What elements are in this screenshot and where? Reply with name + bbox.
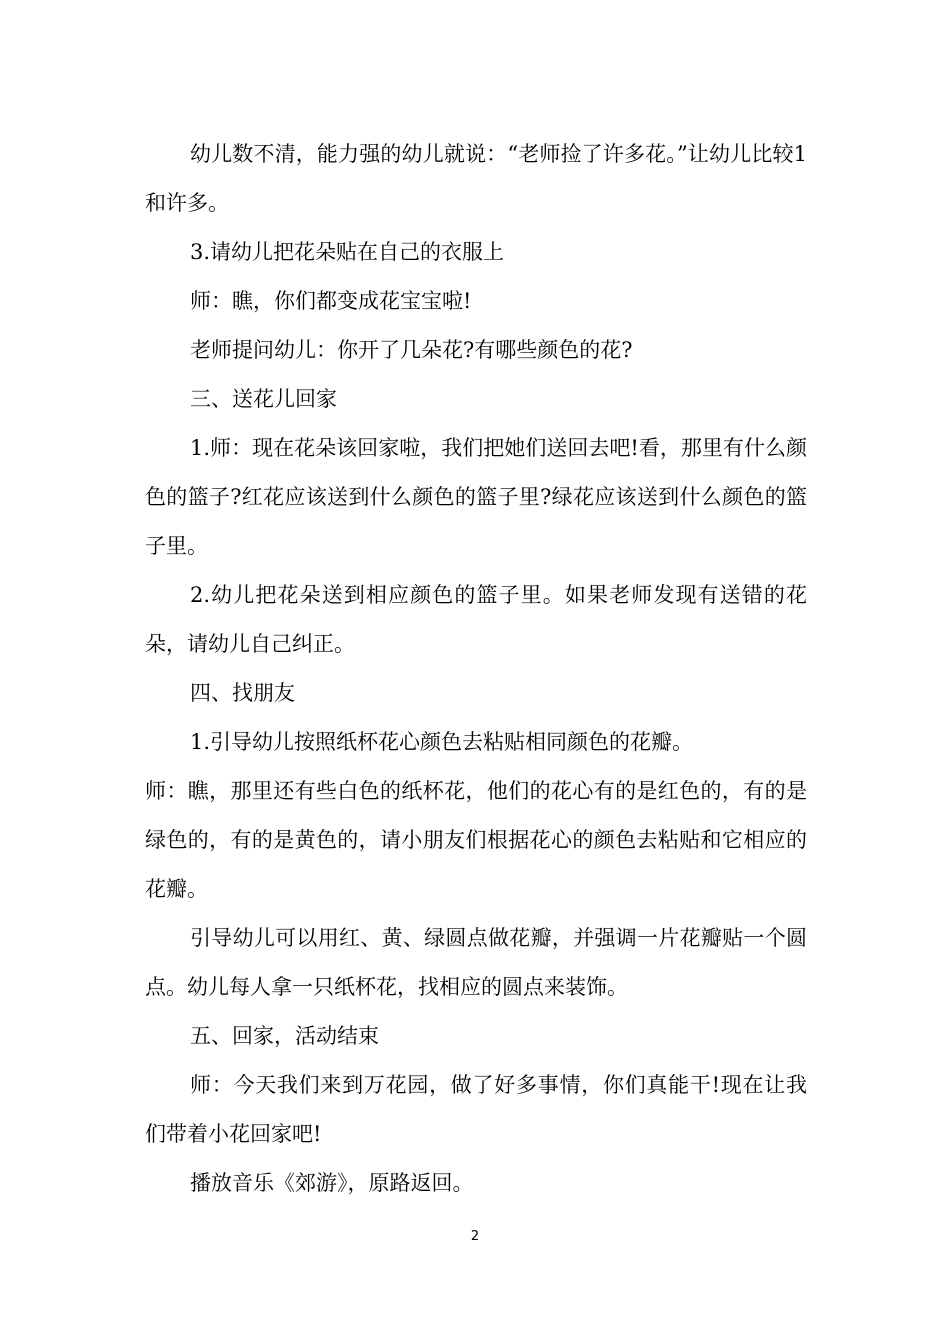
paragraph: 老师提问幼儿：你开了几朵花?有哪些颜色的花? <box>190 338 633 362</box>
section-heading: 五、回家，活动结束 <box>190 1024 379 1048</box>
paragraph: 1.师：现在花朵该回家啦，我们把她们送回去吧!看，那里有什么颜色的篮子?红花应该送到什么颜色的篮子里?绿花应该送到什么颜色的篮子里。 <box>145 436 807 558</box>
paragraph: 师：今天我们来到万花园，做了好多事情，你们真能干!现在让我们带着小花回家吧! <box>145 1073 807 1146</box>
paragraph: 师：瞧，你们都变成花宝宝啦! <box>190 289 472 313</box>
page-number: 2 <box>470 1229 480 1244</box>
paragraph: 2.幼儿把花朵送到相应颜色的篮子里。如果老师发现有送错的花朵，请幼儿自己纠正。 <box>145 583 807 656</box>
paragraph: 师：瞧，那里还有些白色的纸杯花，他们的花心有的是红色的，有的是绿色的，有的是黄色的，请小朋友们根据花心的颜色去粘贴和它相应的花瓣。 <box>145 779 807 901</box>
paragraph: 幼儿数不清，能力强的幼儿就说：“老师捡了许多花。”让幼儿比较1和许多。 <box>145 142 807 215</box>
section-heading: 三、送花儿回家 <box>190 387 337 411</box>
paragraph: 3.请幼儿把花朵贴在自己的衣服上 <box>190 240 505 264</box>
paragraph: 1.引导幼儿按照纸杯花心颜色去粘贴相同颜色的花瓣。 <box>190 730 694 754</box>
document-body <box>145 130 807 1208</box>
paragraph: 播放音乐《郊游》，原路返回。 <box>190 1171 474 1195</box>
section-heading: 四、找朋友 <box>190 681 295 705</box>
paragraph: 引导幼儿可以用红、黄、绿圆点做花瓣，并强调一片花瓣贴一个圆点。幼儿每人拿一只纸杯花，找相应的圆点来装饰。 <box>145 926 807 999</box>
